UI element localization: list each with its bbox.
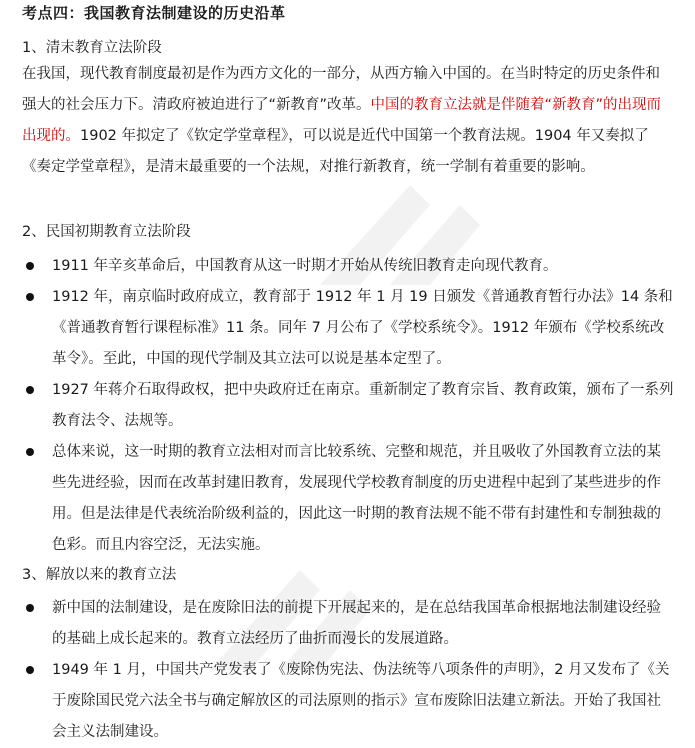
bullet-dot-icon — [26, 666, 34, 674]
bullet-dot-icon — [26, 604, 34, 612]
paragraph-text: 1902 年拟定了《钦定学堂章程》，可以说是近代中国第一个教育法规。1904 年又奏拟了《奏定学堂章程》，是清末最重要的一个法规，对推行新教育，统一学制有着重要的影响。 — [22, 128, 649, 175]
section-heading-3: 3、解放以来的教育立法 — [22, 567, 177, 583]
list-item-text: 1927 年蒋介石取得政权，把中央政府迁在南京。重新制定了教育宗旨、教育政策，颁布了一系列教育法令、法规等。 — [52, 382, 674, 429]
list-item-text: 1912 年，南京临时政府成立，教育部于 1912 年 1 月 19 日颁发《普通教育暂行办法》14 条和《普通教育暂行课程标准》11 条。同年 7 月公布了《学校系统令》。1912 年颁布《学校系统改革令》。至此，中国的现代学制及其立法可以说是基本定型了。 — [52, 289, 673, 367]
section-1-paragraph — [22, 59, 674, 183]
page-title: 考点四：我国教育法制建设的历史沿革 — [22, 4, 286, 22]
bullet-dot-icon — [26, 448, 34, 456]
bullet-dot-icon — [26, 386, 34, 394]
section-heading-1: 1、清末教育立法阶段 — [22, 40, 162, 56]
highlighted-text: 中国的教育立法就是伴随着“新教育”的出现而出现的。 — [22, 97, 662, 144]
list-item-text: 1911 年辛亥革命后，中国教育从这一时期才开始从传统旧教育走向现代教育。 — [52, 258, 558, 274]
paragraph-text: 在我国，现代教育制度最初是作为西方文化的一部分，从西方输入中国的。在当时特定的历史条件和强大的社会压力下。清政府被迫进行了“新教育”改革。 — [22, 66, 660, 113]
section-heading-2: 2、民国初期教育立法阶段 — [22, 224, 191, 240]
list-item-text: 新中国的法制建设，是在废除旧法的前提下开展起来的，是在总结我国革命根据地法制建设经验的基础上成长起来的。教育立法经历了曲折而漫长的发展道路。 — [52, 600, 661, 647]
list-item-text: 1949 年 1 月，中国共产党发表了《废除伪宪法、伪法统等八项条件的声明》，2 月又发布了《关于废除国民党六法全书与确定解放区的司法原则的指示》宣布废除旧法建立新法。开始了我国社会主义法制建设。 — [52, 662, 670, 740]
bullet-dot-icon — [26, 293, 34, 301]
list-item-text: 总体来说，这一时期的教育立法相对而言比较系统、完整和规范，并且吸收了外国教育立法的某些先进经验，因而在改革封建旧教育，发展现代学校教育制度的历史进程中起到了某些进步的作用。但是法律是代表统治阶级利益的，因此这一时期的教育法规不能不带有封建性和专制独裁的色彩。而且内容空泛，无法实施。 — [52, 444, 661, 553]
bullet-dot-icon — [26, 262, 34, 270]
